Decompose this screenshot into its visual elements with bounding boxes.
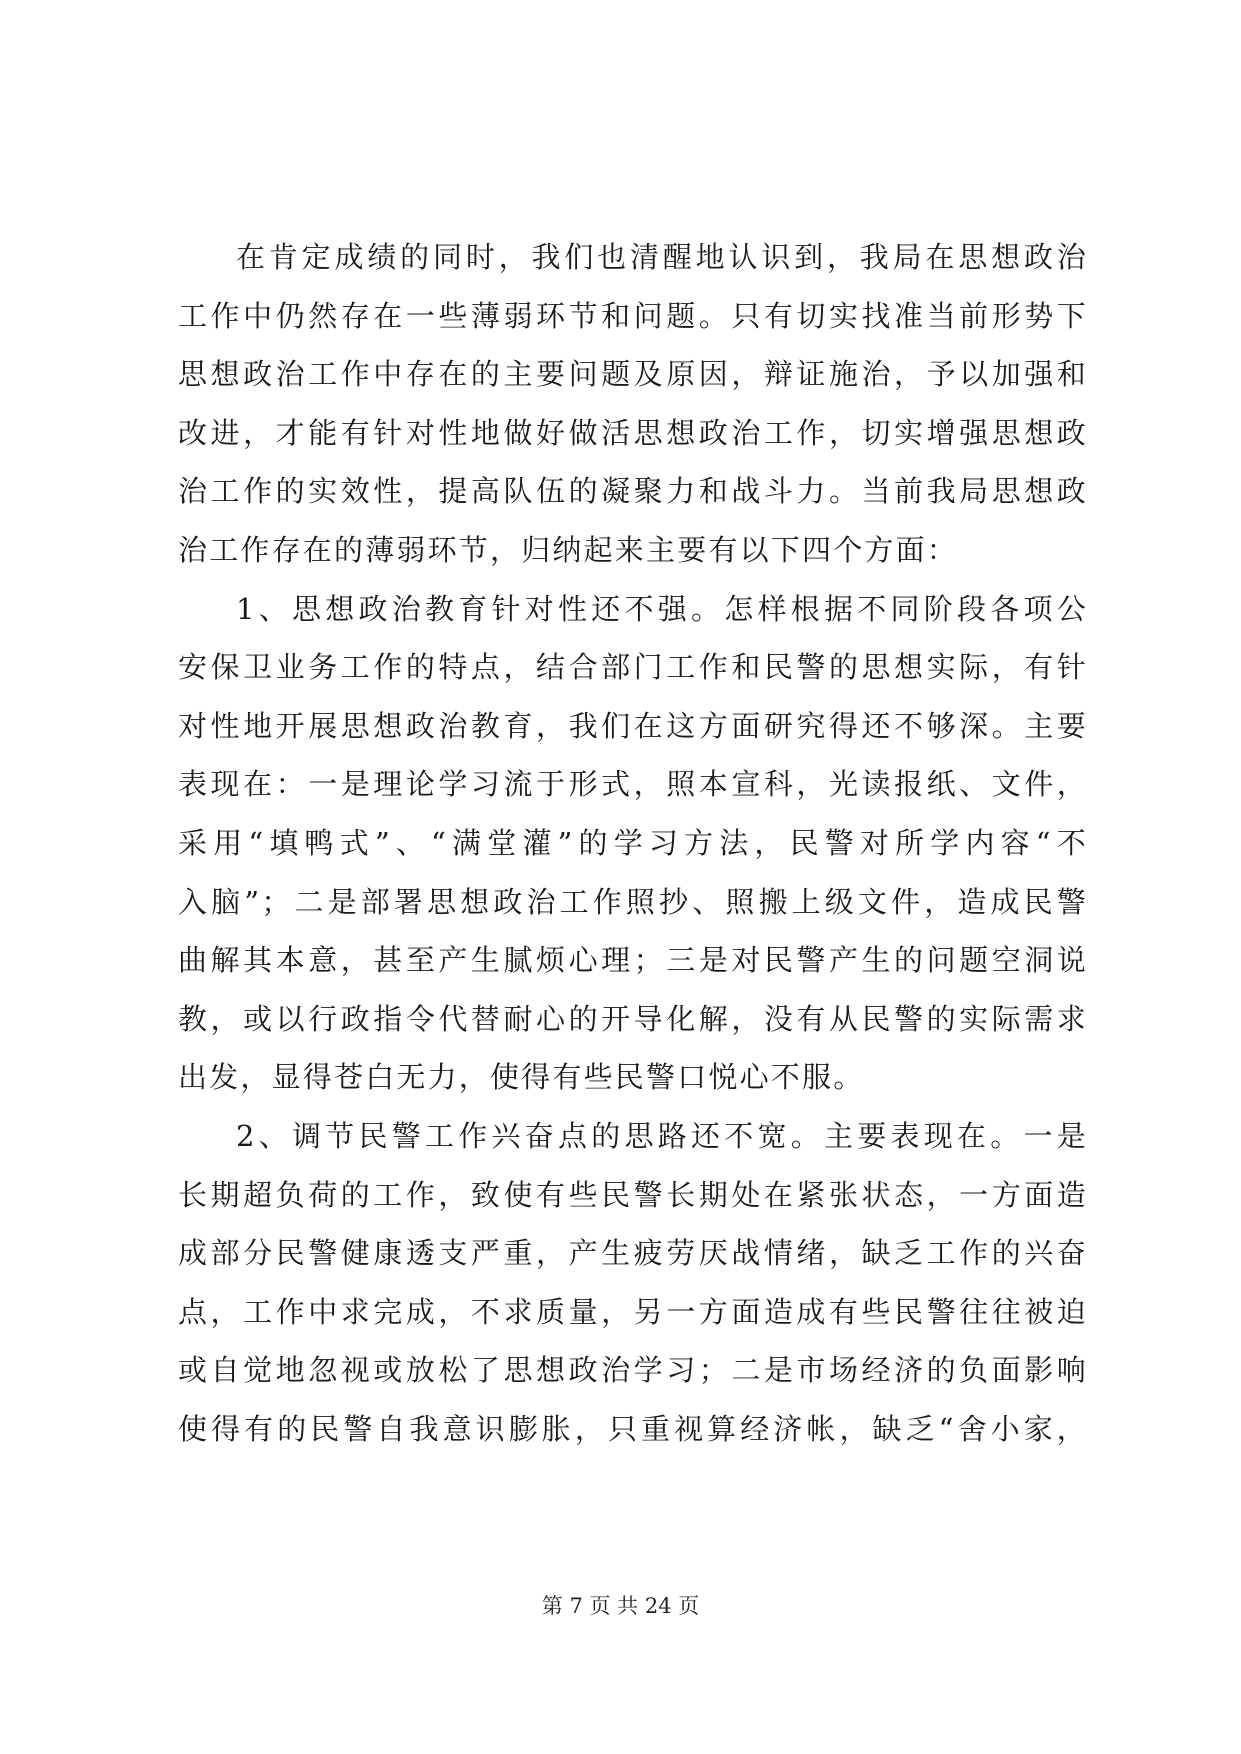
paragraph-line: 安保卫业务工作的特点，结合部门工作和民警的思想实际，有针 xyxy=(178,650,1088,685)
paragraph-line: 教，或以行政指令代替耐心的开导化解，没有从民警的实际需求 xyxy=(178,1001,1088,1036)
paragraph-line: 曲解其本意，甚至产生腻烦心理；三是对民警产生的问题空洞说 xyxy=(178,943,1088,978)
paragraph-line: 出发，显得苍白无力，使得有些民警口悦心不服。 xyxy=(178,1060,865,1095)
paragraph-line: 成部分民警健康透支严重，产生疲劳厌战情绪，缺乏工作的兴奋 xyxy=(178,1236,1088,1271)
paragraph-line: 长期超负荷的工作，致使有些民警长期处在紧张状态，一方面造 xyxy=(178,1177,1088,1212)
paragraph-line: 点，工作中求完成，不求质量，另一方面造成有些民警往往被迫 xyxy=(178,1294,1088,1329)
paragraph-line: 采用“填鸭式”、“满堂灌”的学习方法，民警对所学内容“不 xyxy=(178,825,1088,860)
paragraph-line: 治工作的实效性，提高队伍的凝聚力和战斗力。当前我局思想政 xyxy=(178,474,1088,509)
paragraph-line: 对性地开展思想政治教育，我们在这方面研究得还不够深。主要 xyxy=(178,708,1088,743)
paragraph-line: 思想政治工作中存在的主要问题及原因，辩证施治，予以加强和 xyxy=(178,357,1088,392)
paragraph-line: 表现在：一是理论学习流于形式，照本宣科，光读报纸、文件， xyxy=(178,767,1088,802)
paragraph-line: 工作中仍然存在一些薄弱环节和问题。只有切实找准当前形势下 xyxy=(178,298,1088,333)
paragraph-line: 或自觉地忽视或放松了思想政治学习；二是市场经济的负面影响 xyxy=(178,1353,1088,1388)
paragraph-line: 2、调节民警工作兴奋点的思路还不宽。主要表现在。一是 xyxy=(236,1118,1088,1153)
page-number-footer: 第 7 页 共 24 页 xyxy=(541,1594,700,1618)
paragraph-line: 在肯定成绩的同时，我们也清醒地认识到，我局在思想政治 xyxy=(236,240,1088,274)
paragraph-line: 使得有的民警自我意识膨胀，只重视算经济帐，缺乏“舍小家， xyxy=(178,1411,1088,1446)
paragraph-line: 入脑”；二是部署思想政治工作照抄、照搬上级文件，造成民警 xyxy=(178,884,1088,919)
paragraph-line: 治工作存在的薄弱环节，归纳起来主要有以下四个方面： xyxy=(178,532,959,567)
paragraph-line: 改进，才能有针对性地做好做活思想政治工作，切实增强思想政 xyxy=(178,415,1088,450)
document-body xyxy=(178,228,1088,1458)
paragraph-line: 1、思想政治教育针对性还不强。怎样根据不同阶段各项公 xyxy=(236,591,1088,626)
